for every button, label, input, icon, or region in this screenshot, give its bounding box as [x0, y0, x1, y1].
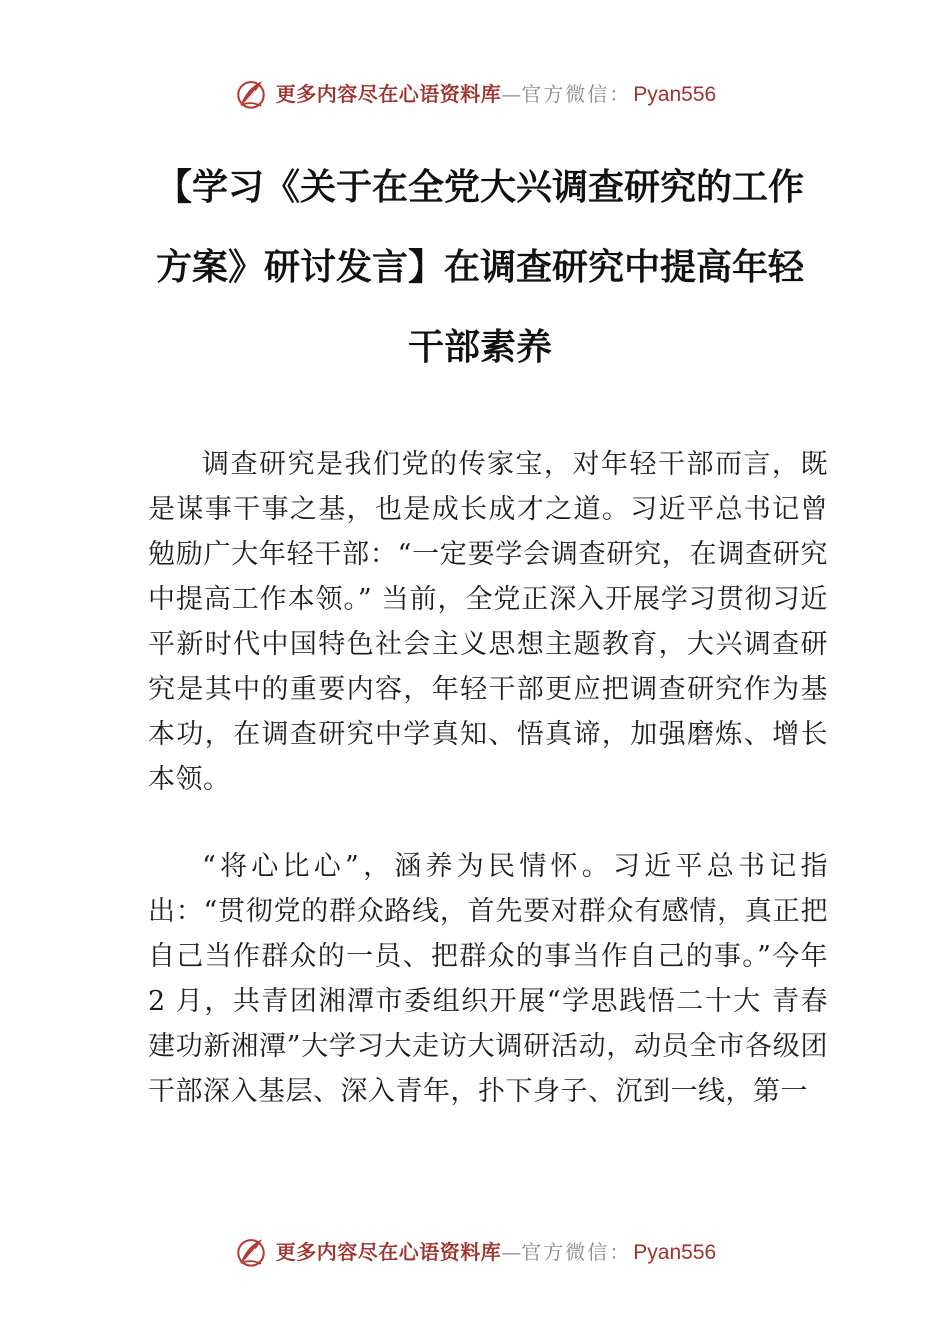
footer-banner: [0, 1230, 950, 1274]
feather-scroll-logo-icon: [234, 1235, 268, 1269]
document-body: [148, 442, 828, 1156]
banner-dash: —: [501, 81, 522, 106]
header-banner: [0, 72, 950, 116]
banner-dash: —: [501, 1239, 522, 1264]
banner-wechat-id: Pyan556: [633, 1240, 717, 1264]
document-title: 【学习《关于在全党大兴调查研究的工作方案》研讨发言】在调查研究中提高年轻干部素养: [155, 167, 804, 368]
banner-brand-text: 更多内容尽在心语资料库: [275, 81, 502, 106]
banner-wechat-id: Pyan556: [633, 82, 717, 106]
paragraph-1: 调查研究是我们党的传家宝，对年轻干部而言，既是谋事干事之基，也是成长成才之道。习近平总书记曾勉励广大年轻干部：“一定要学会调查研究，在调查研究中提高工作本领。” 当前，全党正深入开展学习贯彻习近平新时代中国特色社会主义思想主题教育，大兴调查研究是其中的重要内容，年轻干部更应把调查研究作为基本功，在调查研究中学真知、悟真谛，加强磨炼、增长本领。: [148, 449, 828, 795]
paragraph-2: “将心比心”，涵养为民情怀。习近平总书记指出：“贯彻党的群众路线，首先要对群众有感情，真正把自己当作群众的一员、把群众的事当作自己的事。”今年 2 月，共青团湘潭市委组织开展“学思践悟二十大 青春建功新湘潭”大学习大走访大调研活动，动员全市各级团干部深入基层、深入青年，扑下身子、沉到一线，第一: [148, 851, 828, 1107]
banner-brand-text: 更多内容尽在心语资料库: [275, 1239, 502, 1264]
banner-wechat-label: 官方微信：: [521, 81, 632, 106]
feather-scroll-logo-icon: [234, 77, 268, 111]
banner-wechat-label: 官方微信：: [521, 1239, 632, 1264]
